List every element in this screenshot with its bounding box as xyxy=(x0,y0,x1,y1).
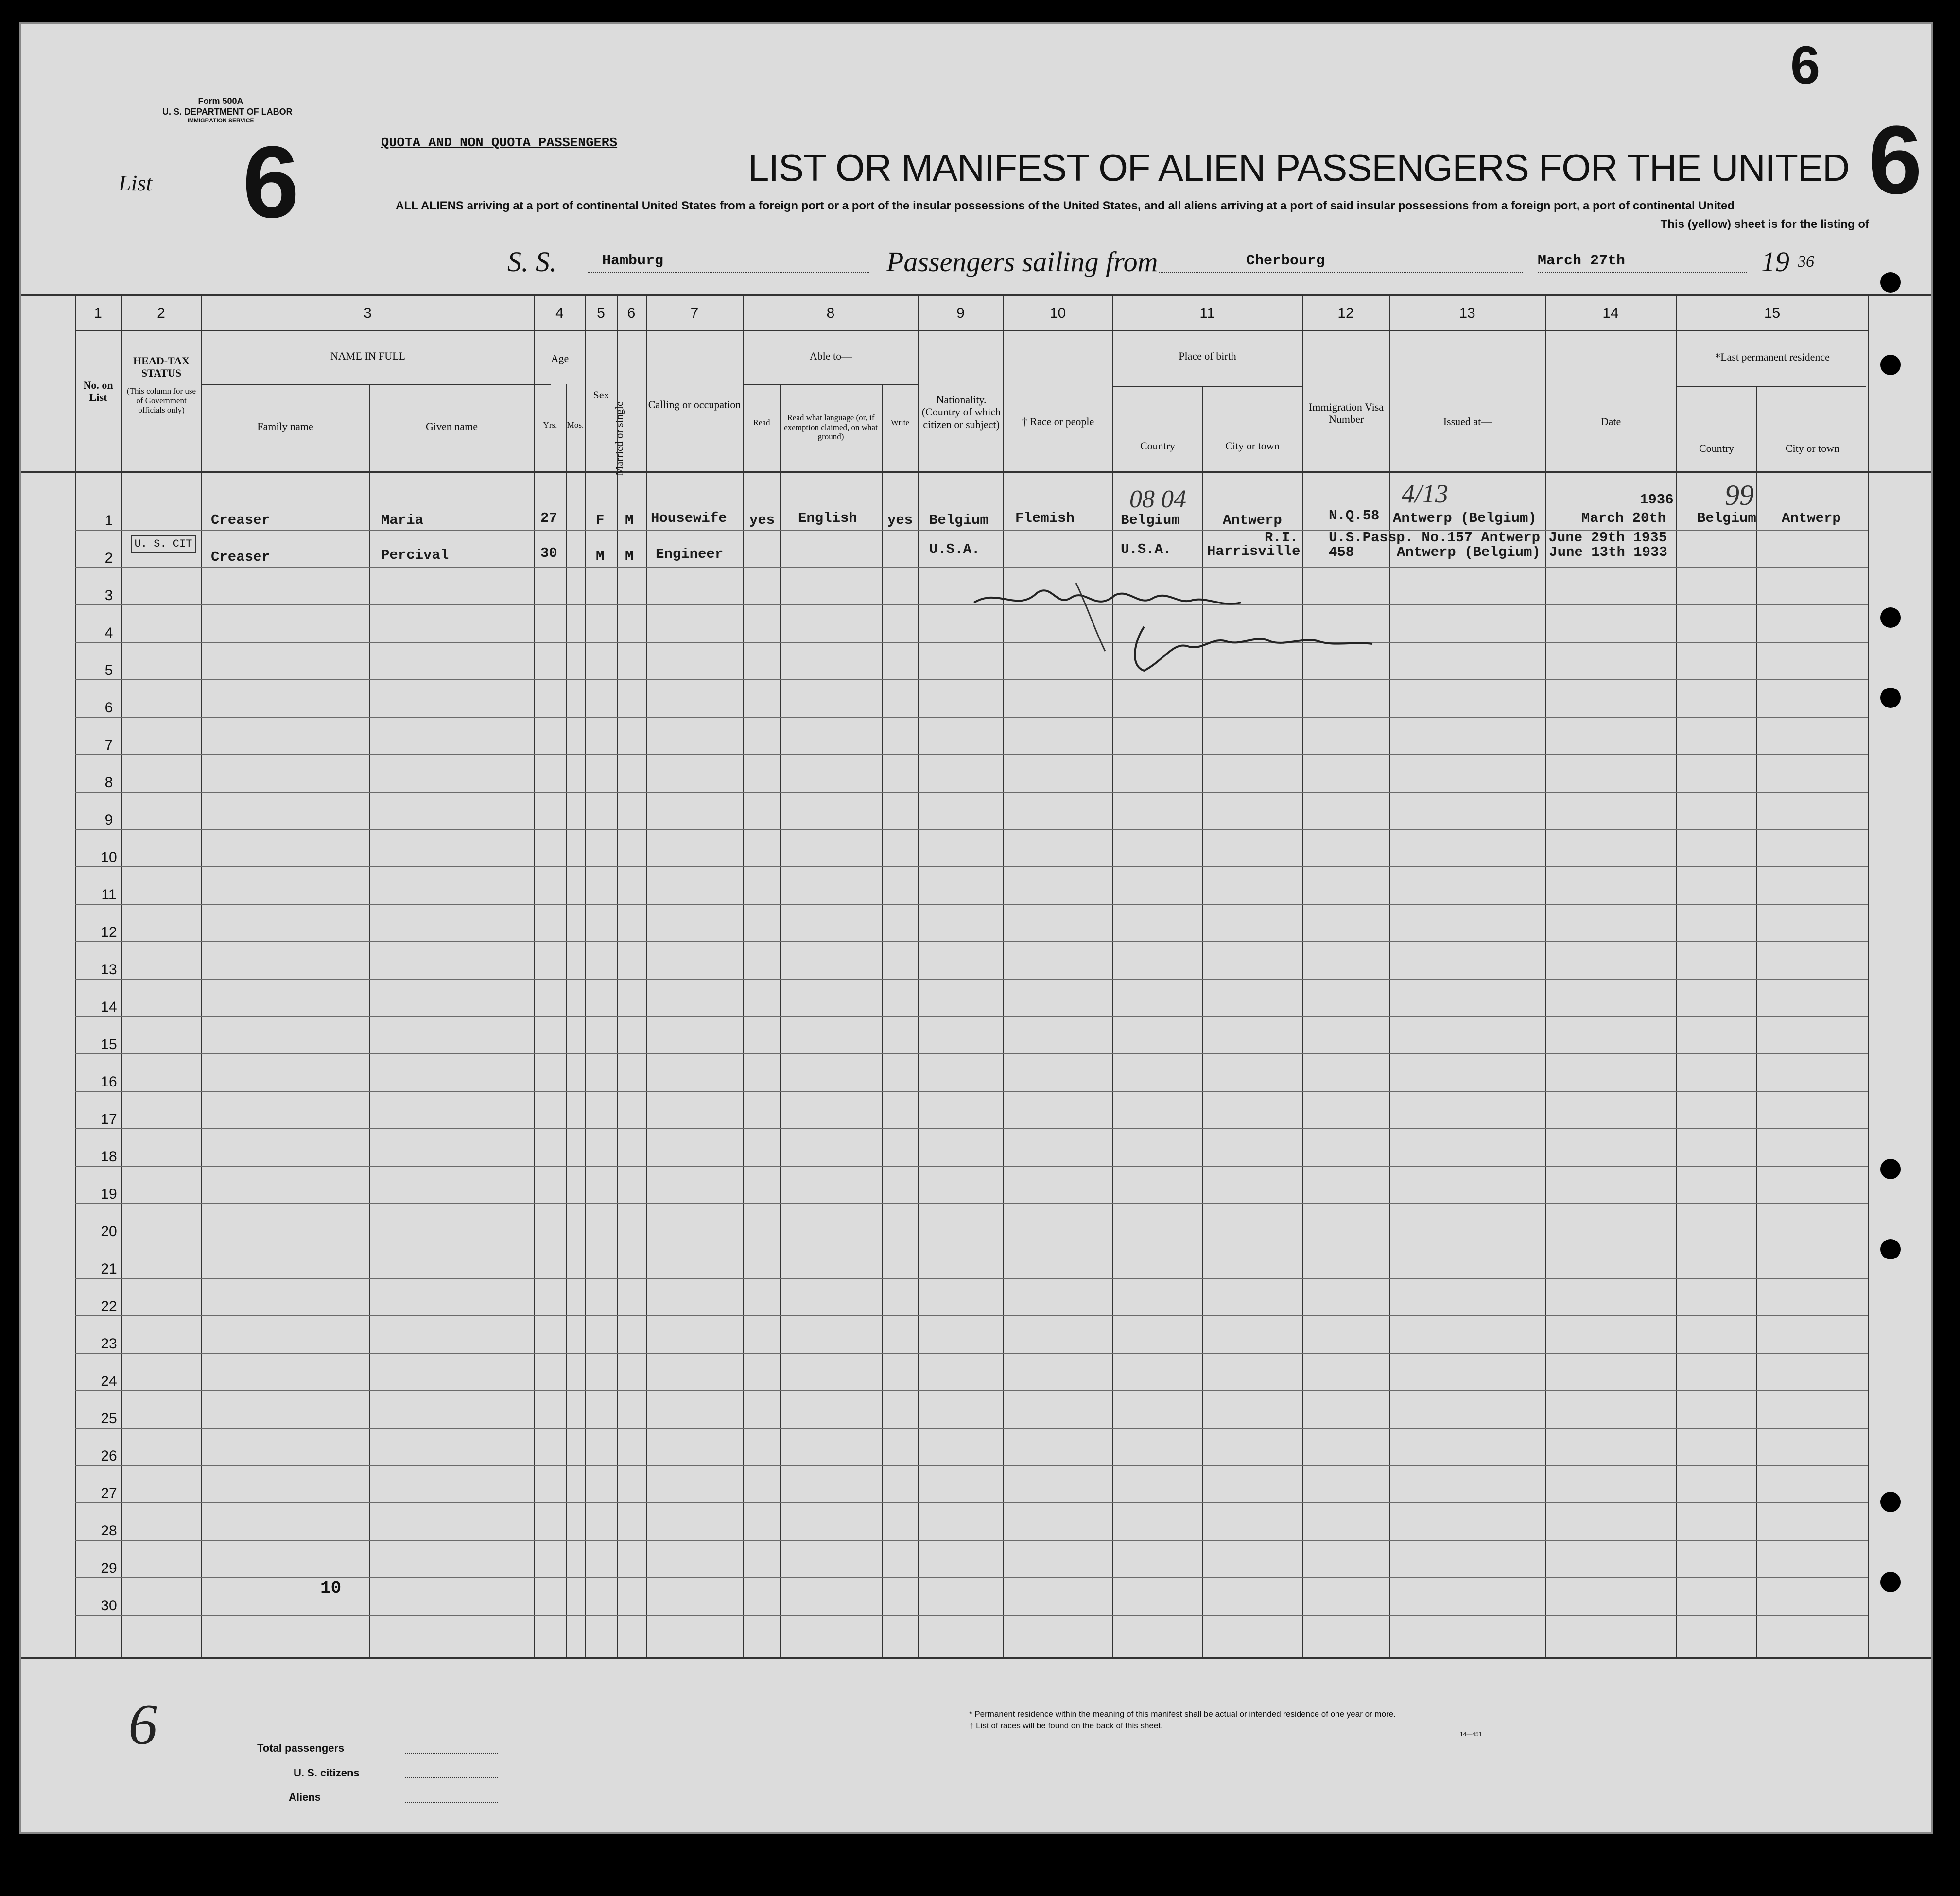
column-number: 4 xyxy=(555,305,564,321)
row-number: 25 xyxy=(101,1411,117,1427)
col-line-8a xyxy=(780,384,781,1657)
sex: M xyxy=(596,548,605,564)
row-line xyxy=(75,1428,1868,1429)
row-number: 6 xyxy=(104,700,113,716)
row-number: 8 xyxy=(104,775,113,791)
col-line-8 xyxy=(918,294,919,1657)
row-line xyxy=(75,941,1868,942)
row-line xyxy=(75,866,1868,867)
form-number: Form 500A xyxy=(198,96,243,106)
occupation: Engineer xyxy=(656,546,724,562)
col-line-10 xyxy=(1112,294,1113,1657)
punch-hole xyxy=(1880,272,1901,293)
issued-at: Antwerp (Belgium) xyxy=(1393,510,1537,526)
header-read: Read xyxy=(753,418,770,427)
can-write: yes xyxy=(887,512,913,528)
col-line-4 xyxy=(585,294,586,1657)
column-number: 5 xyxy=(597,305,605,321)
header-race: † Race or people xyxy=(1022,415,1094,428)
header-calling: Calling or occupation xyxy=(648,398,741,411)
punch-hole xyxy=(1880,688,1901,708)
col-line-5 xyxy=(617,294,618,1657)
row-number: 16 xyxy=(101,1074,117,1090)
row-line xyxy=(75,1502,1868,1503)
ss-label: S. S. xyxy=(507,246,557,277)
able-subheader-line xyxy=(743,384,918,385)
column-number: 10 xyxy=(1049,305,1066,321)
header-age-months: Mos. xyxy=(567,420,584,430)
column-number: 7 xyxy=(690,305,699,321)
punch-hole xyxy=(1880,607,1901,628)
header-married: Married or single xyxy=(613,401,625,476)
occupation: Housewife xyxy=(651,510,727,526)
row-line xyxy=(75,792,1868,793)
col-line-14 xyxy=(1676,294,1677,1657)
punch-hole xyxy=(1880,1239,1901,1259)
nationality: Belgium xyxy=(929,512,989,528)
row-number: 28 xyxy=(101,1523,117,1539)
col-line-right xyxy=(1868,294,1869,1657)
row-number: 13 xyxy=(101,962,117,978)
row-line xyxy=(75,1166,1868,1167)
us-citizens-line xyxy=(405,1776,498,1778)
row-number: 7 xyxy=(104,737,113,753)
birth-state: R.I. xyxy=(1265,530,1299,546)
col-line-13 xyxy=(1545,294,1546,1657)
row-number: 22 xyxy=(101,1298,117,1314)
col-line-7 xyxy=(743,294,744,1657)
column-number: 13 xyxy=(1459,305,1475,321)
column-number: 2 xyxy=(157,305,165,321)
header-nationality: Nationality. (Country of which citizen or subject) xyxy=(921,394,1001,431)
row-line xyxy=(75,1091,1868,1092)
row-number: 19 xyxy=(101,1186,117,1202)
header-family-name: Family name xyxy=(257,420,313,432)
row-number: 24 xyxy=(101,1373,117,1389)
row-number: 2 xyxy=(104,550,113,566)
row-line xyxy=(75,1577,1868,1578)
total-passengers-label: Total passengers xyxy=(257,1742,345,1754)
race: Flemish xyxy=(1015,510,1075,526)
family-name: Creaser xyxy=(211,549,270,565)
ship-underline xyxy=(588,272,869,273)
sex: F xyxy=(596,512,605,528)
row-line xyxy=(75,1203,1868,1204)
column-number: 15 xyxy=(1764,305,1781,321)
row-line xyxy=(75,1540,1868,1541)
header-birth-country: Country xyxy=(1140,440,1176,452)
birth-country: U.S.A. xyxy=(1121,541,1172,557)
col-line-12 xyxy=(1389,294,1390,1657)
header-issued-at: Issued at— xyxy=(1443,415,1492,428)
issue-date: March 20th xyxy=(1581,510,1666,526)
row-number: 23 xyxy=(101,1336,117,1352)
row-line xyxy=(75,1465,1868,1466)
list-number: 6 xyxy=(243,125,299,239)
row-number: 9 xyxy=(104,812,113,828)
port-underline xyxy=(1159,272,1523,273)
column-number: 8 xyxy=(826,305,835,321)
punch-hole xyxy=(1880,1492,1901,1512)
manifest-sheet xyxy=(19,22,1933,1834)
row-line xyxy=(75,1278,1868,1279)
header-able-to: Able to— xyxy=(809,350,852,362)
sailing-from-label: Passengers sailing from xyxy=(886,246,1158,277)
residence-country: Belgium xyxy=(1697,510,1756,526)
row-line xyxy=(75,717,1868,718)
birth-city: Antwerp xyxy=(1223,512,1282,528)
row-number: 15 xyxy=(101,1036,117,1052)
header-residence-country: Country xyxy=(1699,442,1735,454)
marital-status: M xyxy=(625,512,634,528)
column-number: 14 xyxy=(1602,305,1619,321)
port-name: Cherbourg xyxy=(1246,253,1325,269)
col-line-9 xyxy=(1003,294,1004,1657)
table-bottom-border xyxy=(21,1657,1931,1659)
date-underline xyxy=(1538,272,1747,273)
row-number: 5 xyxy=(104,662,113,678)
column-number: 3 xyxy=(364,305,372,321)
given-name: Percival xyxy=(381,547,449,563)
issued-at-and-date: Antwerp (Belgium) June 13th 1933 xyxy=(1397,544,1667,560)
header-given-name: Given name xyxy=(426,420,478,432)
header-visa: Immigration Visa Number xyxy=(1308,401,1384,426)
department-name: U. S. DEPARTMENT OF LABOR xyxy=(162,106,293,117)
row-line xyxy=(75,904,1868,905)
header-head-tax: HEAD-TAX STATUS xyxy=(133,355,190,379)
row-number: 26 xyxy=(101,1448,117,1464)
punch-hole xyxy=(1880,355,1901,375)
row-number: 4 xyxy=(104,625,113,641)
residence-city: Antwerp xyxy=(1782,510,1841,526)
row-line xyxy=(75,1053,1868,1054)
us-citizens-label: U. S. citizens xyxy=(294,1767,360,1779)
header-residence-city: City or town xyxy=(1785,442,1840,454)
header-write: Write xyxy=(890,418,910,427)
header-date: Date xyxy=(1600,415,1621,428)
header-bottom-border xyxy=(21,471,1931,473)
row-line xyxy=(75,1016,1868,1017)
header-birth-city: City or town xyxy=(1225,440,1280,452)
row-number: 14 xyxy=(101,999,117,1015)
pencil-note-99: 99 xyxy=(1725,479,1754,511)
row-number: 27 xyxy=(101,1485,117,1501)
service-name: IMMIGRATION SERVICE xyxy=(187,117,254,124)
row-29-number: 10 xyxy=(320,1578,342,1598)
row-number: 20 xyxy=(101,1224,117,1240)
read-language: English xyxy=(798,510,857,526)
birth-city: Harrisville xyxy=(1207,543,1301,559)
aliens-line xyxy=(405,1801,498,1803)
subtitle-line-1: ALL ALIENS arriving at a port of continental United States from a foreign port or a port of the insular possessions of the United States, and all aliens arriving at a port of said insular possessions from a foreign port, a port of continental United xyxy=(396,199,1735,212)
row-line xyxy=(75,1315,1868,1316)
residence-subheader-line xyxy=(1676,386,1866,387)
visa-number: N.Q.58 xyxy=(1329,508,1380,524)
us-citizen-stamp: U. S. CIT xyxy=(131,535,196,553)
bottom-margin-note: 6 xyxy=(128,1692,157,1757)
printer-code: 14—451 xyxy=(1460,1731,1482,1738)
year-prefix: 19 xyxy=(1761,246,1789,277)
pencil-note-4-13: 4/13 xyxy=(1402,479,1449,508)
header-no-on-list: No. on List xyxy=(83,379,113,404)
column-number: 11 xyxy=(1199,305,1215,321)
row-number: 12 xyxy=(101,924,117,940)
name-subheader-line xyxy=(201,384,551,385)
row-number: 18 xyxy=(101,1149,117,1165)
sailing-date: March 27th xyxy=(1538,253,1626,269)
pencil-note-0804: 08 04 xyxy=(1129,485,1186,513)
issue-year: 1936 xyxy=(1640,492,1674,508)
header-head-tax-note: (This column for use of Government officials only) xyxy=(126,386,196,415)
row-line xyxy=(75,829,1868,830)
birth-subheader-line xyxy=(1112,386,1302,387)
header-sex: Sex xyxy=(593,389,609,401)
col-line-4a xyxy=(566,384,567,1657)
row-number: 29 xyxy=(101,1560,117,1576)
title-number: 6 xyxy=(1868,106,1923,214)
row-line xyxy=(75,1390,1868,1391)
column-number: 9 xyxy=(956,305,965,321)
column-number-divider xyxy=(75,330,1868,331)
row-number: 21 xyxy=(101,1261,117,1277)
col-line-6 xyxy=(646,294,647,1657)
given-name: Maria xyxy=(381,512,424,528)
age-years: 30 xyxy=(540,545,557,561)
header-place-of-birth: Place of birth xyxy=(1179,350,1236,362)
row-number: 17 xyxy=(101,1111,117,1127)
passport-line: U.S.Passp. No.157 Antwerp June 29th 1935 xyxy=(1329,530,1667,546)
punch-hole xyxy=(1880,1572,1901,1592)
handwritten-signature xyxy=(969,573,1406,685)
list-label: List xyxy=(119,171,153,195)
total-passengers-line xyxy=(405,1752,498,1754)
header-age-years: Yrs. xyxy=(543,420,557,430)
row-number: 10 xyxy=(101,849,117,865)
column-number: 12 xyxy=(1337,305,1354,321)
row-line xyxy=(75,754,1868,755)
row-line xyxy=(75,567,1868,568)
row-number: 3 xyxy=(104,587,113,603)
row-line xyxy=(75,1615,1868,1616)
family-name: Creaser xyxy=(211,512,270,528)
header-name-in-full: NAME IN FULL xyxy=(330,350,405,362)
subtitle-line-2: This (yellow) sheet is for the listing of xyxy=(1660,218,1869,231)
col-line-3a xyxy=(369,384,370,1657)
birth-country: Belgium xyxy=(1121,512,1180,528)
aliens-label: Aliens xyxy=(289,1791,321,1803)
row-number: 11 xyxy=(101,887,117,903)
column-number: 6 xyxy=(627,305,636,321)
visa-number: 458 xyxy=(1329,544,1354,560)
col-line-2 xyxy=(201,294,202,1657)
marital-status: M xyxy=(625,548,634,564)
row-line xyxy=(75,1353,1868,1354)
punch-hole xyxy=(1880,1159,1901,1179)
nationality: U.S.A. xyxy=(929,541,980,557)
quota-stamp: QUOTA AND NON QUOTA PASSENGERS xyxy=(381,136,618,151)
corner-mark: 6 xyxy=(1790,35,1821,95)
header-last-residence: *Last permanent residence xyxy=(1715,351,1830,363)
row-line xyxy=(75,979,1868,980)
age-years: 27 xyxy=(540,510,557,526)
header-age: Age xyxy=(551,352,569,364)
col-line-3 xyxy=(534,294,535,1657)
header-read-language: Read what language (or, if exemption claimed, on what ground) xyxy=(784,413,878,442)
footnote-permanent-residence: * Permanent residence within the meaning of this manifest shall be actual or intended residence of one year or more. xyxy=(969,1709,1396,1719)
page-title: LIST OR MANIFEST OF ALIEN PASSENGERS FOR THE UNITED xyxy=(748,146,1850,189)
year-suffix: 36 xyxy=(1798,253,1814,271)
form-header xyxy=(162,96,293,124)
footnote-races: † List of races will be found on the back of this sheet. xyxy=(969,1721,1163,1730)
row-number: 30 xyxy=(101,1598,117,1614)
col-line-15a xyxy=(1756,386,1757,1657)
ship-name: Hamburg xyxy=(602,253,664,269)
col-line-11 xyxy=(1302,294,1303,1657)
row-line xyxy=(75,1128,1868,1129)
column-number: 1 xyxy=(94,305,102,321)
can-read: yes xyxy=(749,512,775,528)
col-line-8b xyxy=(882,384,883,1657)
table-top-border xyxy=(21,294,1931,296)
row-number: 1 xyxy=(104,513,113,529)
